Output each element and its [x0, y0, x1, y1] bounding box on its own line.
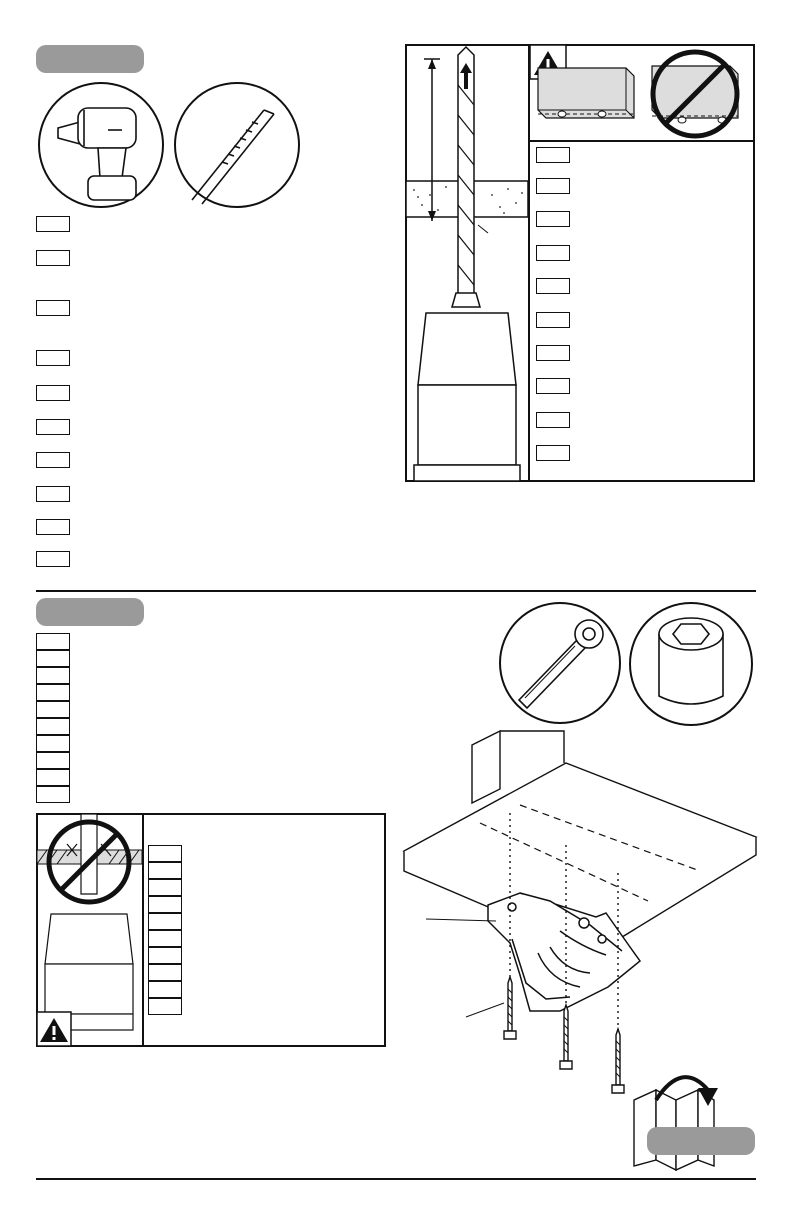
step-box: [36, 385, 70, 401]
step-box: [36, 667, 70, 684]
step-box: [36, 452, 70, 468]
panel-step-box: [536, 147, 570, 163]
section-divider: [36, 590, 756, 592]
step-box: [36, 786, 70, 803]
panel-divider: [142, 813, 144, 1047]
step-label-pill-top: [36, 45, 144, 73]
panel-divider: [528, 44, 530, 482]
panel-step-box: [148, 879, 182, 896]
panel-step-box: [148, 862, 182, 879]
panel-step-box: [536, 211, 570, 227]
panel-step-box: [148, 896, 182, 913]
step-box: [36, 718, 70, 735]
panel-step-box: [148, 981, 182, 998]
step-box: [36, 250, 70, 266]
step-box: [36, 769, 70, 786]
step-box: [36, 752, 70, 769]
drill-depth-illustration: [406, 45, 528, 481]
panel-step-box: [536, 378, 570, 394]
drill-icon: [36, 80, 166, 210]
panel-step-box: [536, 178, 570, 194]
step-box: [36, 684, 70, 701]
panel-step-box: [148, 998, 182, 1015]
warning-triangle-icon: [37, 1012, 71, 1046]
ratchet-wrench-icon: [497, 600, 623, 726]
step-box: [36, 519, 70, 535]
panel-step-box: [148, 845, 182, 862]
step-box: [36, 735, 70, 752]
hex-socket-icon: [627, 600, 755, 728]
step-box: [36, 650, 70, 667]
panel-step-box: [148, 930, 182, 947]
step-box: [36, 419, 70, 435]
drill-bit-icon: [172, 80, 302, 210]
panel-step-box: [536, 445, 570, 461]
step-box: [36, 701, 70, 718]
panel-step-box: [536, 312, 570, 328]
panel-step-box: [536, 278, 570, 294]
panel-step-box: [536, 345, 570, 361]
step-box: [36, 633, 70, 650]
next-page-pill: [647, 1127, 755, 1155]
page-turn-arrow-icon: [626, 1060, 722, 1172]
no-symbol-icon: [642, 48, 748, 140]
step-label-pill-bottom: [36, 598, 144, 626]
footer-rule: [36, 1178, 756, 1180]
step-box: [36, 300, 70, 316]
correct-hole-placement-icon: [536, 62, 636, 124]
panel-divider: [528, 140, 755, 142]
panel-step-box: [148, 947, 182, 964]
step-box: [36, 350, 70, 366]
panel-step-box: [148, 964, 182, 981]
step-box: [36, 486, 70, 502]
panel-step-box: [148, 913, 182, 930]
panel-step-box: [536, 412, 570, 428]
step-row-list: [36, 633, 70, 801]
panel-step-box: [536, 245, 570, 261]
step-box: [36, 551, 70, 567]
step-box: [36, 216, 70, 232]
panel-step-rows: [148, 845, 182, 1015]
